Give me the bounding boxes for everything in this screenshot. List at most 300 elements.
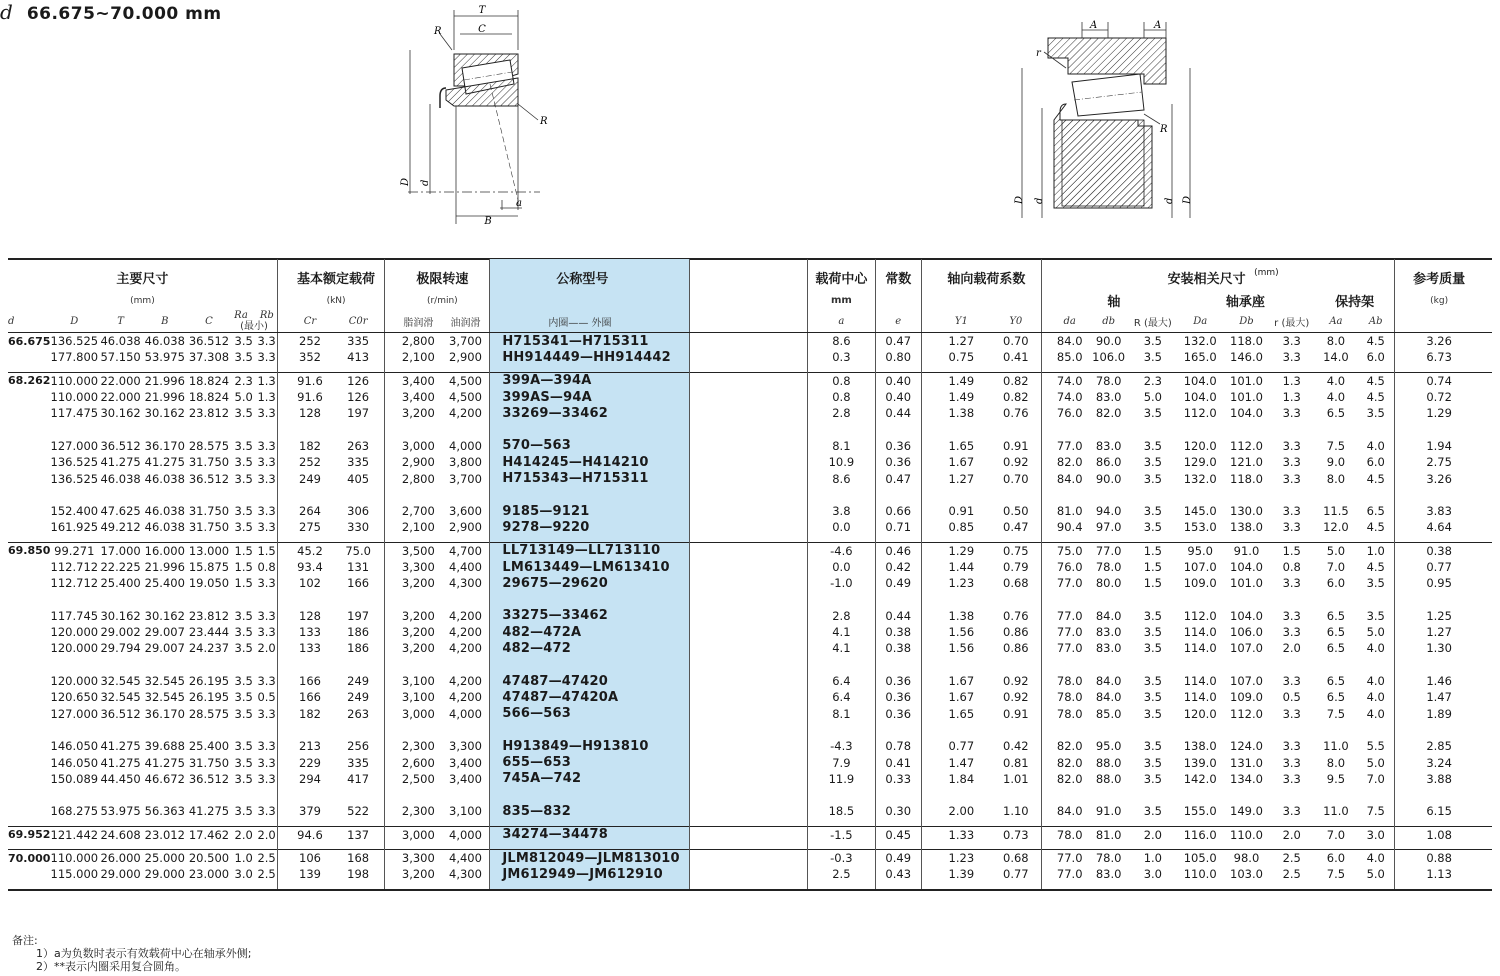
cell: 28.575 (188, 706, 230, 721)
model-number: 33275—33462 (498, 608, 690, 624)
col-d: d (8, 310, 50, 333)
hdr-speed: 极限转速 (416, 271, 469, 287)
cell: 22.225 (100, 560, 141, 574)
col-Db: Db (1224, 310, 1268, 333)
cell: 2.5 (257, 851, 276, 866)
label-Da: D (1014, 195, 1025, 204)
cell: 3.3 (1282, 706, 1301, 721)
hdr-mount-label: 安装相关尺寸 (1167, 271, 1246, 287)
cell: 121.0 (1230, 455, 1263, 470)
cell: 117.475 (50, 406, 99, 421)
cell: 252 (299, 455, 321, 470)
cell: -4.3 (808, 738, 875, 754)
cell: 3.3 (1282, 520, 1301, 535)
label-Ab: A (1154, 20, 1162, 31)
cell: 0.0 (808, 559, 875, 575)
cell: 2,100 (401, 350, 435, 365)
cell: 3.5 (234, 690, 253, 705)
hdr-mount-unit: (mm) (1254, 267, 1279, 278)
cell: 150.089 (50, 771, 99, 786)
bearing-section-diagram (390, 4, 570, 226)
cell: 3.5 (234, 804, 253, 819)
cell: 36.512 (100, 706, 141, 721)
cell: 0.73 (991, 826, 1042, 843)
col-Y1: Y1 (932, 310, 991, 333)
cell: 3.5 (1143, 608, 1162, 623)
table-row (8, 575, 1492, 591)
cell: 6.0 (1326, 576, 1346, 591)
cell: 0.68 (1003, 576, 1029, 591)
hdr-center: 载荷中心 (808, 259, 875, 291)
label-T: T (478, 5, 486, 16)
cell: 213 (299, 739, 321, 754)
cell: 4.5 (1366, 390, 1385, 405)
cell: 3.3 (1282, 406, 1301, 421)
cell: 3.5 (1366, 576, 1385, 591)
cell: 3.5 (234, 334, 253, 349)
cell: 335 (347, 455, 370, 470)
table-row (8, 372, 1492, 389)
cell: 0.47 (875, 470, 921, 486)
cell: 0.5 (1282, 690, 1301, 705)
cell: 0.68 (991, 849, 1042, 866)
model-number: 34274—34478 (498, 826, 690, 843)
cell: 106 (288, 849, 332, 866)
cell: 134.0 (1230, 771, 1263, 786)
cell: 117.745 (50, 608, 99, 623)
cell: 3,400 (449, 755, 482, 770)
cell: 19.050 (188, 576, 230, 591)
table-row (8, 333, 1492, 350)
col-Da: Da (1176, 310, 1224, 333)
cell: 1.84 (948, 771, 975, 786)
cell: 3,800 (449, 455, 482, 470)
cell: 0.49 (875, 575, 921, 591)
cell: 126 (332, 372, 385, 389)
cell: 78.0 (1095, 560, 1122, 574)
cell: 0.36 (875, 673, 921, 689)
cell: 229 (299, 755, 321, 770)
cell: 1.5 (1143, 576, 1162, 591)
cell: 82.0 (1056, 739, 1083, 754)
cell: 9.5 (1326, 771, 1346, 786)
cell: 31.750 (188, 755, 230, 770)
cell: 0.72 (1426, 390, 1452, 405)
cell: 275 (299, 520, 321, 535)
cell: 1.23 (932, 849, 991, 866)
cell: 2.8 (808, 608, 875, 624)
cell: 84.0 (1095, 690, 1122, 705)
cell: 1.3 (257, 390, 276, 405)
model-number: LM613449—LM613410 (498, 559, 690, 575)
cell: 0.66 (875, 503, 921, 519)
model-number: 399AS—94A (498, 389, 690, 405)
cell: 46.038 (144, 471, 185, 486)
cell: 114.0 (1183, 690, 1217, 705)
cell: 8.0 (1326, 471, 1346, 486)
cell: 1.3 (257, 373, 276, 388)
cell: 83.0 (1095, 867, 1122, 882)
cell: 29.000 (100, 867, 141, 882)
cell: 85.0 (1095, 706, 1122, 721)
cell: 145.0 (1183, 504, 1217, 519)
cell: 18.824 (188, 373, 230, 388)
cell: 77.0 (1056, 576, 1083, 591)
cell: 0.80 (875, 349, 921, 365)
cell: 0.36 (875, 438, 921, 454)
cell: 3.5 (1143, 520, 1162, 535)
model-number: 655—653 (498, 754, 690, 770)
cell: 4,200 (449, 608, 482, 623)
cell: 36.170 (144, 706, 185, 721)
hdr-cage: 保持架 (1335, 295, 1375, 310)
cell: 3.3 (257, 706, 276, 721)
cell: 36.512 (188, 771, 230, 786)
col-Cr: Cr (288, 310, 332, 333)
cell: 11.9 (808, 771, 875, 787)
col-Rmax: R (最大) (1130, 310, 1176, 333)
cell: 2.0 (1282, 641, 1301, 656)
label-r: r (1036, 48, 1041, 59)
cell: 36.170 (144, 438, 185, 453)
cell: 3,200 (401, 641, 435, 656)
cell: 1.0 (231, 849, 256, 866)
cell: 8.6 (808, 333, 875, 350)
cell: 165.0 (1183, 350, 1217, 365)
cell: 75.0 (332, 542, 385, 559)
cell: 11.0 (1323, 739, 1349, 754)
cell: 3.3 (257, 471, 276, 486)
cell: 46.038 (144, 334, 185, 349)
hdr-load: 基本额定载荷 (297, 271, 376, 287)
cell: 3,200 (401, 867, 435, 882)
cell: 3.5 (1143, 438, 1162, 453)
cell: 3.5 (234, 504, 253, 519)
cell: 1.44 (948, 560, 975, 574)
hdr-const: 常数 (875, 259, 921, 291)
cell: 7.5 (1326, 706, 1346, 721)
cell: 6.5 (1326, 608, 1346, 623)
cell: 47.625 (100, 504, 141, 519)
cell: 168.275 (50, 804, 99, 819)
cell: 0.88 (1405, 849, 1472, 866)
cell: 110.000 (50, 390, 99, 405)
cell: 3,300 (395, 849, 441, 866)
cell: 84.0 (1095, 674, 1122, 689)
cell: 3.5 (1143, 641, 1162, 656)
col-a: a (808, 310, 875, 333)
cell: 22.000 (100, 390, 141, 405)
cell: 177.800 (50, 350, 99, 365)
cell: 0.42 (875, 559, 921, 575)
cell: 31.750 (188, 520, 230, 535)
cell: 2.5 (808, 866, 875, 882)
cell: 3.5 (1143, 406, 1162, 421)
cell: 3.5 (1366, 608, 1385, 623)
cell: 335 (347, 334, 370, 349)
cell: 0.8 (808, 389, 875, 405)
cell: 121.442 (50, 827, 99, 842)
col-e: e (875, 310, 921, 333)
cell: 88.0 (1095, 771, 1122, 786)
cell: 13.000 (188, 543, 230, 558)
cell: 101.0 (1224, 372, 1268, 389)
cell: 0.74 (1405, 372, 1472, 389)
cell: 0.77 (1003, 867, 1029, 882)
cell: 0.42 (1003, 739, 1029, 754)
cell: 4.0 (1366, 690, 1385, 705)
cell: 76.0 (1056, 560, 1083, 574)
cell: 4,400 (449, 560, 482, 574)
cell: 76.0 (1056, 406, 1083, 421)
cell: 2.0 (231, 826, 256, 843)
cell: 0.79 (1003, 560, 1029, 574)
cell: 17.000 (100, 543, 141, 558)
cell: 0.49 (875, 849, 921, 866)
cell: 1.56 (948, 625, 975, 640)
cell: 7.9 (808, 754, 875, 770)
cell: 3.5 (1143, 674, 1162, 689)
cell: 37.308 (188, 350, 230, 365)
cell: 127.000 (50, 438, 99, 453)
cell: 18.824 (188, 390, 230, 405)
cell: 3.0 (234, 867, 253, 882)
cell: 1.33 (932, 826, 991, 843)
cell: 1.5 (231, 542, 256, 559)
cell: 41.275 (188, 804, 230, 819)
table-row (8, 849, 1492, 866)
cell: 3.3 (257, 739, 276, 754)
cell: 2,700 (401, 504, 435, 519)
cell: 138.0 (1183, 739, 1217, 754)
cell: 95.0 (1176, 542, 1224, 559)
cell: 0.50 (1003, 504, 1029, 519)
cell: 4,700 (442, 542, 490, 559)
cell: 3,300 (449, 739, 482, 754)
cell: 6.0 (1366, 350, 1385, 365)
cell: 2.0 (1269, 826, 1315, 843)
hdr-mount (1052, 259, 1395, 291)
cell: 32.545 (144, 690, 185, 705)
model-number: JLM812049—JLM813010 (498, 849, 690, 866)
cell: 77.0 (1056, 438, 1083, 453)
col-C0r: C0r (332, 310, 385, 333)
cell: 155.0 (1183, 804, 1217, 819)
cell: 4,200 (449, 641, 482, 656)
cell: 21.996 (144, 390, 185, 405)
cell: 1.3 (1269, 372, 1315, 389)
cell: 522 (347, 804, 370, 819)
cell: 3.3 (257, 608, 276, 623)
table-row (8, 738, 1492, 754)
cell: 124.0 (1230, 739, 1263, 754)
bore-d: 66.675 (8, 334, 51, 348)
cell: 186 (347, 625, 370, 640)
cell: 104.0 (1176, 372, 1224, 389)
cell: 30.162 (144, 608, 185, 623)
cell: 4,200 (449, 625, 482, 640)
model-number: H715341—H715311 (498, 333, 690, 350)
cell: 0.75 (991, 542, 1042, 559)
cell: 78.0 (1088, 372, 1130, 389)
cell: 83.0 (1095, 438, 1122, 453)
bore-d: 69.952 (8, 826, 50, 843)
cell: 77.0 (1056, 625, 1083, 640)
cell: 93.4 (297, 560, 323, 574)
cell: 3.3 (1282, 608, 1301, 623)
cell: 3.3 (257, 804, 276, 819)
cell: 137 (332, 826, 385, 843)
cell: 25.400 (100, 576, 141, 591)
cell: 256 (347, 739, 370, 754)
cell: 84.0 (1095, 608, 1122, 623)
cell: 1.30 (1426, 641, 1452, 656)
bore-d: 69.850 (8, 542, 50, 559)
cell: 0.92 (1003, 674, 1029, 689)
cell: 3.83 (1426, 504, 1452, 519)
cell: 2,900 (449, 350, 482, 365)
cell: 80.0 (1095, 576, 1122, 591)
hdr-speed-unit: (r/min) (426, 295, 458, 306)
cell: 39.688 (144, 739, 185, 754)
cell: 3.3 (257, 334, 276, 349)
cell: 6.15 (1426, 804, 1452, 819)
cell: 78.0 (1088, 849, 1130, 866)
cell: 120.000 (50, 674, 99, 689)
cell: 107.0 (1230, 674, 1263, 689)
table-row (8, 405, 1492, 421)
cell: 120.000 (50, 625, 99, 640)
cell: 2.5 (1282, 867, 1301, 882)
cell: 136.525 (50, 334, 99, 349)
cell: 91.0 (1095, 804, 1122, 819)
cell: 110.0 (1183, 867, 1217, 882)
cell: 3.5 (234, 520, 253, 535)
label-a: a (516, 198, 522, 209)
cell: 146.050 (50, 755, 99, 770)
cell: 1.27 (948, 334, 975, 349)
cell: 3,400 (401, 390, 435, 405)
cell: 94.0 (1095, 504, 1122, 519)
cell: 8.0 (1326, 334, 1346, 349)
cell: 1.13 (1426, 867, 1452, 882)
cell: 104.0 (1183, 390, 1217, 405)
model-number: HH914449—HH914442 (498, 349, 690, 365)
cell: 114.0 (1183, 625, 1217, 640)
cell: 112.0 (1230, 706, 1263, 721)
cell: 3.3 (257, 406, 276, 421)
cell: 3.3 (257, 674, 276, 689)
model-number: H715343—H715311 (498, 470, 690, 486)
cell: 85.0 (1056, 350, 1083, 365)
cell: 77.0 (1088, 542, 1130, 559)
hdr-model: 公称型号 (498, 259, 690, 291)
cell: 7.0 (1315, 826, 1357, 843)
cell: 41.275 (100, 455, 141, 470)
cell: 4,200 (449, 406, 482, 421)
cell: 11.5 (1323, 504, 1349, 519)
cell: 5.0 (1366, 755, 1385, 770)
cell: 29.007 (144, 641, 185, 656)
cell: 36.512 (188, 334, 230, 349)
cell: 6.5 (1326, 641, 1346, 656)
cell: 264 (299, 504, 321, 519)
cell: 1.23 (948, 576, 975, 591)
table-row (8, 803, 1492, 819)
cell: 112.712 (50, 576, 99, 591)
cell: 249 (347, 674, 370, 689)
cell: 3.26 (1426, 471, 1452, 486)
cell: 46.038 (144, 504, 185, 519)
cell: 2.00 (948, 804, 975, 819)
notes (12, 934, 251, 973)
cell: 1.49 (948, 390, 975, 405)
cell: 3.3 (1282, 739, 1301, 754)
cell: 46.038 (144, 520, 185, 535)
cell: 3.3 (1282, 471, 1301, 486)
cell: 2,800 (401, 334, 435, 349)
table-row (8, 454, 1492, 470)
notes-title: 备注: (12, 934, 38, 947)
table-row (8, 389, 1492, 405)
hdr-axial: 轴向载荷系数 (947, 271, 1026, 287)
model-number: 482—472 (498, 640, 690, 656)
cell: 3.5 (234, 471, 253, 486)
model-number: 33269—33462 (498, 405, 690, 421)
cell: 0.44 (875, 608, 921, 624)
cell: 1.5 (1130, 542, 1176, 559)
cell: 3,200 (401, 608, 435, 623)
cell: 0.71 (875, 519, 921, 535)
cell: 0.30 (875, 803, 921, 819)
cell: 0.8 (1282, 560, 1301, 574)
col-min: (最小) (240, 321, 268, 332)
cell: 2.0 (257, 827, 276, 842)
cell: 3.5 (234, 755, 253, 770)
cell: 3.3 (257, 455, 276, 470)
cell: 84.0 (1056, 804, 1083, 819)
cell: 2,500 (401, 771, 435, 786)
cell: 0.75 (948, 350, 975, 365)
table-row (8, 754, 1492, 770)
cell: 0.77 (948, 739, 975, 754)
col-Ab: Ab (1357, 310, 1395, 333)
cell: -0.3 (808, 849, 875, 866)
table-row (8, 349, 1492, 365)
cell: 2.3 (231, 372, 256, 389)
cell: 0.91 (1003, 438, 1029, 453)
cell: 25.400 (188, 739, 230, 754)
cell: 26.000 (100, 851, 141, 866)
cell: 3.5 (1143, 706, 1162, 721)
cell: 91.6 (297, 390, 323, 405)
cell: 56.363 (144, 804, 185, 819)
cell: 3,400 (395, 372, 441, 389)
col-C: C (187, 310, 231, 333)
cell: 352 (299, 350, 321, 365)
cell: 41.275 (100, 755, 141, 770)
cell: -4.6 (808, 542, 875, 559)
cell: 3,300 (401, 560, 435, 574)
cell: 4.0 (1357, 849, 1395, 866)
title-symbol: d (0, 0, 13, 24)
cell: 1.46 (1426, 674, 1452, 689)
cell: 29.000 (144, 867, 185, 882)
model-number: 9185—9121 (498, 503, 690, 519)
cell: 110.0 (1224, 826, 1268, 843)
cell: 133 (299, 641, 321, 656)
cell: 3.3 (1282, 350, 1301, 365)
